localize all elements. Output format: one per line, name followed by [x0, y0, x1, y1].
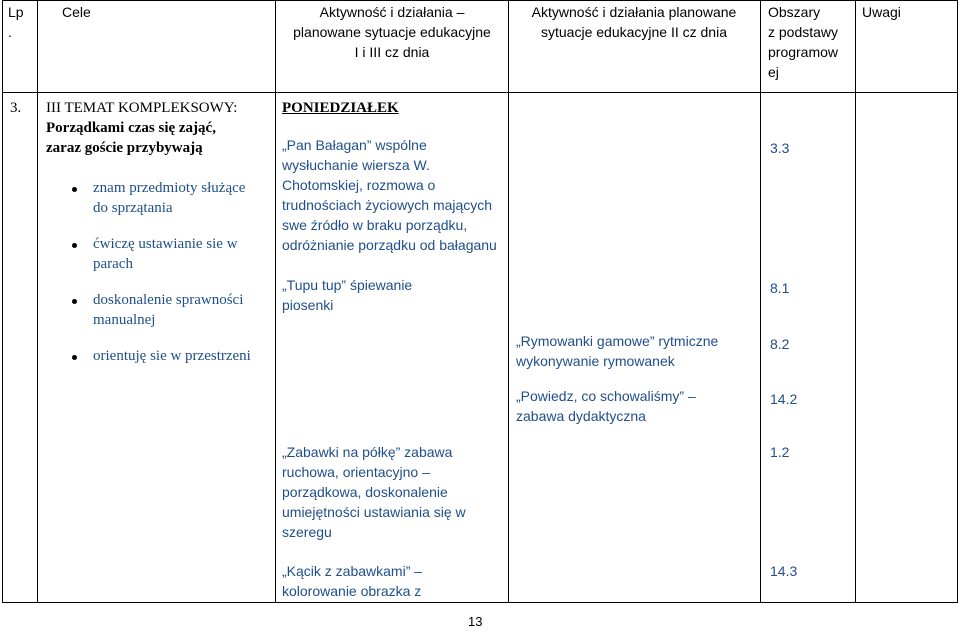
- day-heading: PONIEDZIAŁEK: [282, 100, 399, 116]
- table-border-top: [2, 0, 958, 1]
- table-divider-4: [760, 0, 761, 603]
- row-number: 3.: [10, 100, 22, 116]
- page-number: 13: [468, 614, 483, 629]
- table-border-bottom: [2, 602, 958, 603]
- code-3-3: 3.3: [770, 140, 790, 156]
- activity-powiedz-co-schowalismy: „Powiedz, co schowaliśmy” – zabawa dydaktyczna: [516, 388, 696, 424]
- table-divider-3: [508, 0, 509, 603]
- code-14-2: 14.2: [770, 391, 798, 407]
- code-14-3: 14.3: [770, 563, 798, 579]
- code-8-1: 8.1: [770, 280, 790, 296]
- header-lp: Lp .: [8, 4, 24, 40]
- header-row-divider: [2, 92, 958, 93]
- header-cele: Cele: [62, 4, 91, 20]
- table-border-left: [2, 0, 3, 603]
- topic-title: III TEMAT KOMPLEKSOWY: Porządkami czas się zająć, zaraz goście przybywają: [46, 100, 238, 156]
- header-obszary: Obszary z podstawy programow ej: [768, 4, 839, 80]
- activity-kacik-z-zabawkami: „Kącik z zabawkami” – kolorowanie obrazka z: [282, 563, 423, 599]
- header-activities-2: Aktywność i działania planowane sytuacje edukacyjne II cz dnia: [531, 4, 737, 40]
- table-divider-1: [37, 0, 38, 603]
- activity-pan-balagan: „Pan Bałagan” wspólne wysłuchanie wiersza W. Chotomskiej, rozmowa o trudnościach życiowych mających swe źródło w braku porządku, odróżnianie porządku od bałaganu: [282, 137, 497, 253]
- table-divider-5: [855, 0, 856, 603]
- header-activities-1-3: Aktywność i działania – planowane sytuacje edukacyjne I i III cz dnia: [293, 4, 491, 60]
- table-divider-2: [275, 0, 276, 603]
- header-uwagi: Uwagi: [862, 4, 901, 20]
- activity-rymowanki: „Rymowanki gamowe” rytmiczne wykonywanie rymowanek: [516, 333, 719, 369]
- code-1-2: 1.2: [770, 444, 790, 460]
- code-8-2: 8.2: [770, 336, 790, 352]
- activity-tupu-tup: „Tupu tup” śpiewanie piosenki: [282, 277, 413, 313]
- table-border-right: [957, 0, 958, 603]
- activity-zabawki-na-polke: „Zabawki na półkę” zabawa ruchowa, orientacyjno – porządkowa, doskonalenie umiejętności ustawiania się w szeregu: [282, 444, 466, 540]
